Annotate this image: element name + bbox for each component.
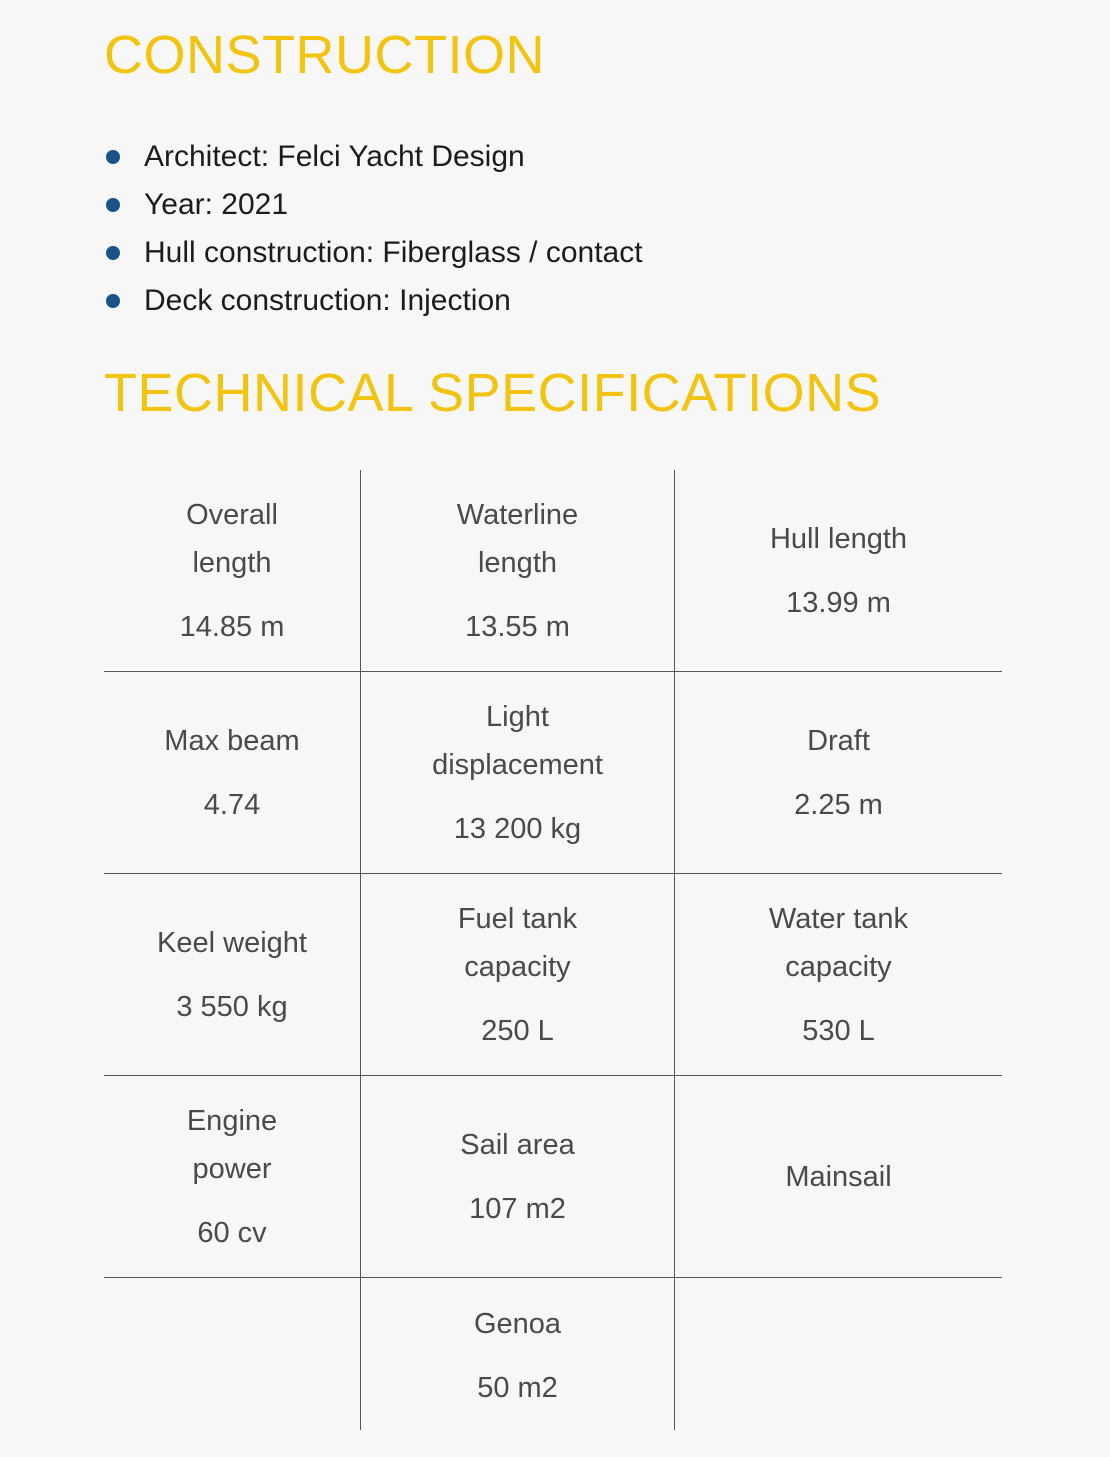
spec-cell xyxy=(361,470,675,672)
spec-cell xyxy=(361,874,675,1076)
spec-cell xyxy=(361,1076,675,1278)
spec-value: 14.85 m xyxy=(179,610,285,643)
spec-cell xyxy=(104,1076,361,1278)
bullet-icon xyxy=(106,294,120,308)
spec-cell xyxy=(675,1076,1002,1278)
spec-label: Fuel tank capacity xyxy=(457,902,578,983)
construction-item xyxy=(104,230,643,278)
spec-cell-empty xyxy=(104,1278,361,1430)
spec-cell xyxy=(361,1278,675,1430)
spec-cell xyxy=(675,470,1002,672)
spec-label: Engine power xyxy=(186,1104,278,1185)
spec-label: Light displacement xyxy=(432,700,603,781)
spec-value: 50 m2 xyxy=(477,1372,558,1404)
spec-label: Keel weight xyxy=(157,926,307,959)
spec-label: Genoa xyxy=(473,1308,562,1340)
spec-value: 250 L xyxy=(481,1014,554,1047)
construction-item-text: Architect: Felci Yacht Design xyxy=(144,140,525,173)
spec-cell xyxy=(675,672,1002,874)
spec-cell xyxy=(361,672,675,874)
construction-item-text: Hull construction: Fiberglass / contact xyxy=(144,236,643,269)
spec-cell-empty xyxy=(675,1278,1002,1430)
spec-cell xyxy=(104,672,361,874)
bullet-icon xyxy=(106,150,120,164)
spec-value: 107 m2 xyxy=(469,1192,566,1225)
spec-label: Mainsail xyxy=(785,1160,892,1193)
spec-label: Waterline length xyxy=(456,498,579,579)
spec-value: 3 550 kg xyxy=(176,990,288,1023)
technical-specifications-heading: TECHNICAL SPECIFICATIONS xyxy=(104,363,882,423)
construction-item xyxy=(104,278,643,326)
construction-item-text: Year: 2021 xyxy=(144,188,289,221)
construction-item xyxy=(104,134,643,182)
spec-label: Draft xyxy=(807,724,870,757)
specs-table xyxy=(104,470,1002,1430)
spec-label: Water tank capacity xyxy=(768,902,909,983)
spec-value: 2.25 m xyxy=(794,788,883,821)
construction-heading: CONSTRUCTION xyxy=(104,25,545,85)
spec-value: 530 L xyxy=(802,1014,875,1047)
spec-value: 13 200 kg xyxy=(453,812,582,845)
spec-label: Sail area xyxy=(460,1128,575,1161)
spec-value: 4.74 xyxy=(203,788,261,821)
spec-cell xyxy=(104,874,361,1076)
bullet-icon xyxy=(106,198,120,212)
spec-label: Max beam xyxy=(164,724,300,757)
construction-item-text: Deck construction: Injection xyxy=(144,284,511,317)
spec-label: Hull length xyxy=(769,522,908,555)
spec-value: 13.55 m xyxy=(465,610,570,643)
construction-list xyxy=(104,134,643,326)
spec-value: 13.99 m xyxy=(786,586,891,619)
spec-value: 60 cv xyxy=(197,1216,267,1249)
bullet-icon xyxy=(106,246,120,260)
construction-item xyxy=(104,182,643,230)
spec-cell xyxy=(675,874,1002,1076)
spec-label: Overall length xyxy=(186,498,278,579)
spec-cell xyxy=(104,470,361,672)
